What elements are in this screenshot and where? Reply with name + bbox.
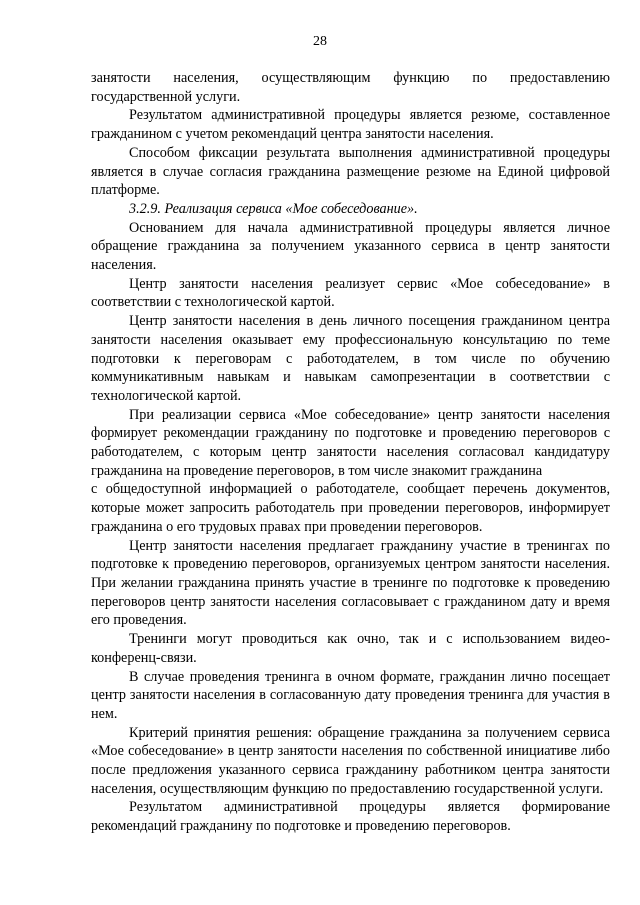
paragraph: Способом фиксации результата выполнения административной процедуры является в случае согласия гражданина размещение резюме на Единой цифровой платформе. bbox=[91, 144, 610, 199]
paragraph: Центр занятости населения предлагает гражданину участие в тренингах по подготовке к проведению переговоров, организуемых центром занятости населения. При желании гражданина принять участие в тренинге по подготовке к проведению переговоров центр занятости населения согласовывает с гражданином дату и время его проведения. bbox=[91, 537, 610, 629]
document-body bbox=[91, 69, 610, 836]
section-heading: 3.2.9. Реализация сервиса «Мое собеседование». bbox=[129, 200, 418, 217]
paragraph: с общедоступной информацией о работодателе, сообщает перечень документов, которые может запросить работодатель при проведении переговоров, информирует гражданина о его трудовых правах при проведении переговоров. bbox=[91, 481, 610, 535]
paragraph: Основанием для начала административной процедуры является личное обращение гражданина за получением указанного сервиса в центр занятости населения. bbox=[91, 219, 610, 274]
paragraph: Центр занятости населения в день личного посещения гражданином центра занятости населения оказывает ему профессиональную консультацию по теме подготовки к переговорам с работодателем, в том числе по обучению коммуникативным навыкам и навыкам самопрезентации в соответствии с технологической картой. bbox=[91, 313, 610, 404]
paragraph: При реализации сервиса «Мое собеседование» центр занятости населения формирует рекомендации гражданину по подготовке и проведению переговоров с работодателем, с которым центр занятости населения согласовал кандидатуру гражданина на проведение переговоров, в том числе знакомит гражданина bbox=[91, 406, 610, 479]
paragraph: Центр занятости населения реализует сервис «Мое собеседование» в соответствии с технологической картой. bbox=[91, 275, 610, 311]
paragraph: Тренинги могут проводиться как очно, так и с использованием видео-конференц-связи. bbox=[91, 631, 610, 666]
paragraph: В случае проведения тренинга в очном формате, гражданин лично посещает центр занятости населения в согласованную дату проведения тренинга для участия в нем. bbox=[91, 668, 610, 722]
paragraph: Результатом административной процедуры является формирование рекомендаций гражданину по подготовке и проведению переговоров. bbox=[91, 799, 610, 835]
page-number: 28 bbox=[313, 34, 327, 49]
paragraph: Критерий принятия решения: обращение гражданина за получением сервиса «Мое собеседование» в центр занятости населения по собственной инициативе либо после предложения указанного сервиса гражданину работником центра занятости населения, осуществляющим функцию по предоставлению государственной услуги. bbox=[91, 724, 610, 797]
paragraph: занятости населения, осуществляющим функцию по предоставлению государственной услуги. bbox=[91, 70, 610, 105]
paragraph: Результатом административной процедуры является резюме, составленное гражданином с учетом рекомендаций центра занятости населения. bbox=[91, 107, 610, 143]
